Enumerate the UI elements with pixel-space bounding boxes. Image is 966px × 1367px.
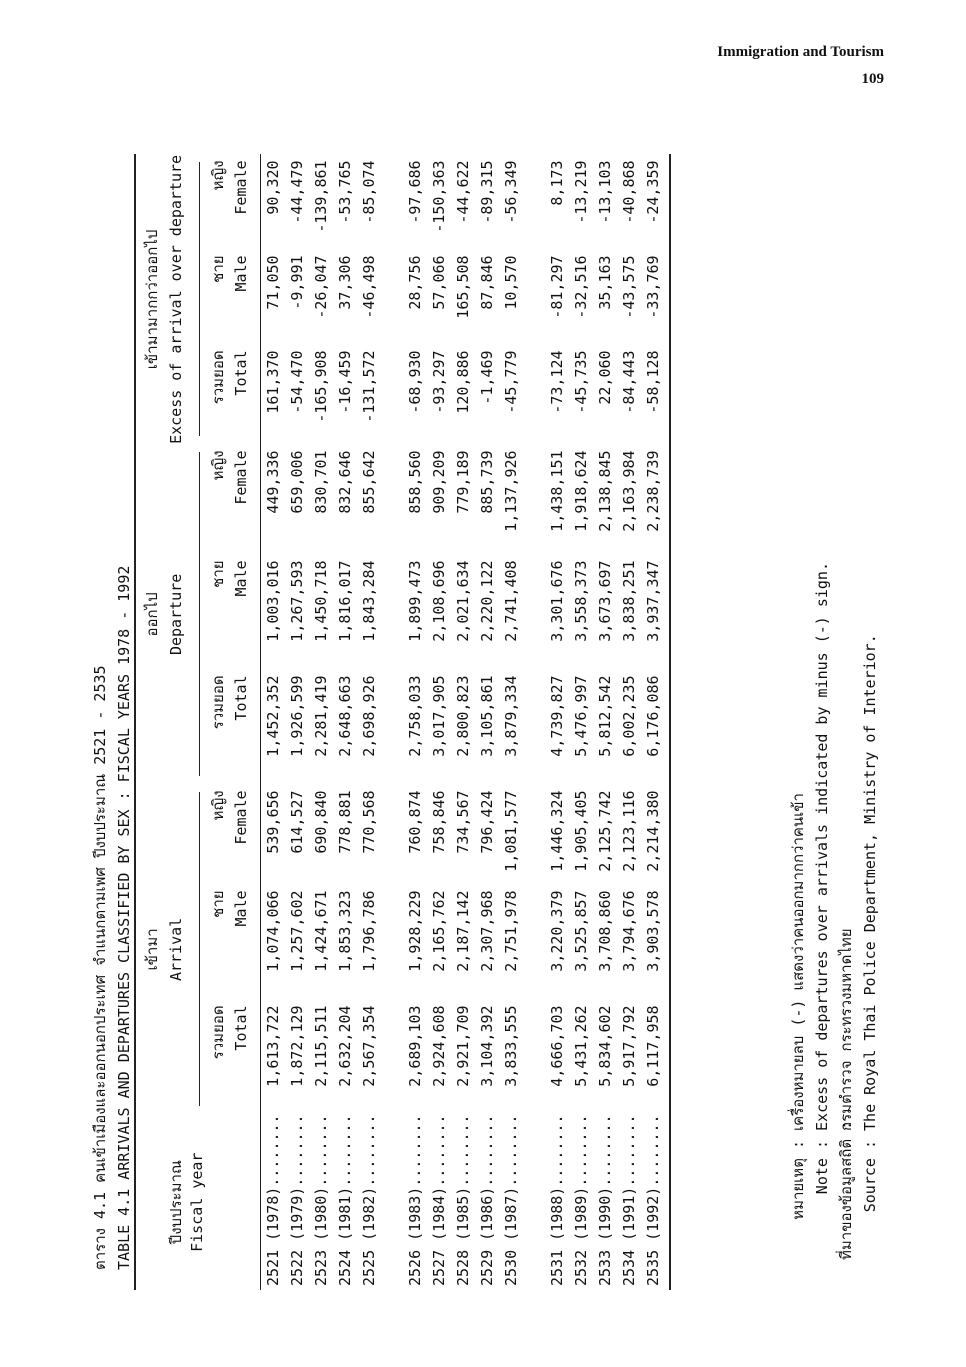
value-cell: 2,123,116 <box>620 790 638 872</box>
value-cell: 1,438,151 <box>548 450 566 532</box>
value-cell: 6,176,086 <box>644 675 662 757</box>
value-cell: 3,879,334 <box>502 675 520 757</box>
table-row <box>403 154 427 1290</box>
fiscal-year-cell: 2522 (1979)........ <box>288 1114 306 1286</box>
departure-header-en: Departure <box>167 573 185 656</box>
value-cell: 3,937,347 <box>644 560 662 642</box>
excess-header-th: เข้ามามากกว่าออกไป <box>143 229 161 370</box>
arrivals-departures-table <box>134 154 671 1290</box>
table-row <box>569 154 593 1290</box>
value-cell: 1,081,577 <box>502 790 520 872</box>
value-cell: 858,560 <box>406 450 424 514</box>
value-cell: 2,648,663 <box>336 675 354 757</box>
female-header-th: หญิง <box>209 790 227 821</box>
value-cell: 87,846 <box>478 255 496 310</box>
table-row <box>451 154 475 1290</box>
value-cell: 1,003,016 <box>264 560 282 642</box>
value-cell: 2,238,739 <box>644 450 662 532</box>
value-cell: -46,498 <box>360 255 378 319</box>
arrival-header-en: Arrival <box>167 917 185 982</box>
value-cell: 4,739,827 <box>548 675 566 757</box>
value-cell: -13,219 <box>572 160 590 224</box>
excess-header-en: Excess of arrival over departure <box>167 154 185 444</box>
value-cell: -45,779 <box>502 350 520 414</box>
rotated-table-block <box>70 120 930 1300</box>
value-cell: 3,220,379 <box>548 890 566 972</box>
value-cell: 71,050 <box>264 255 282 310</box>
table-body <box>261 154 666 1290</box>
source-thai: ที่มาของข้อมูลสถิติ : กรมตำรวจ กระทรวงมหาดไทย <box>837 928 855 1260</box>
value-cell: 1,267,593 <box>288 560 306 642</box>
value-cell: 2,632,204 <box>336 1005 354 1087</box>
value-cell: 3,017,905 <box>430 675 448 757</box>
fiscal-year-header-th: ปีงบประมาณ <box>167 1160 185 1245</box>
value-cell: -44,622 <box>454 160 472 224</box>
value-cell: 1,928,229 <box>406 890 424 972</box>
value-cell: 5,917,792 <box>620 1005 638 1087</box>
value-cell: 614,527 <box>288 790 306 854</box>
value-cell: 1,796,786 <box>360 890 378 972</box>
fiscal-year-cell: 2523 (1980)........ <box>312 1114 330 1286</box>
table-notes <box>786 562 882 1260</box>
value-cell: 3,105,861 <box>478 675 496 757</box>
value-cell: 2,125,742 <box>596 790 614 872</box>
value-cell: 3,525,857 <box>572 890 590 972</box>
value-cell: 3,708,860 <box>596 890 614 972</box>
value-cell: 855,642 <box>360 450 378 514</box>
table-row <box>641 154 665 1290</box>
value-cell: 2,800,823 <box>454 675 472 757</box>
value-cell: 2,567,354 <box>360 1005 378 1087</box>
table-row <box>261 154 286 1290</box>
fiscal-year-cell: 2534 (1991)........ <box>620 1114 638 1286</box>
value-cell: -131,572 <box>360 350 378 423</box>
value-cell: 539,656 <box>264 790 282 854</box>
total-header-en: Total <box>232 1005 250 1051</box>
value-cell: 1,613,722 <box>264 1005 282 1087</box>
value-cell: -32,516 <box>572 255 590 319</box>
source-english: Source : The Royal Thai Police Department, Ministry of Interior. <box>861 634 879 1213</box>
value-cell: 1,257,602 <box>288 890 306 972</box>
page-header <box>717 44 884 88</box>
value-cell: 1,452,352 <box>264 675 282 757</box>
value-cell: -139,861 <box>312 160 330 233</box>
value-cell: 1,918,624 <box>572 450 590 532</box>
fiscal-year-cell: 2535 (1992)........ <box>644 1114 662 1286</box>
value-cell: 2,698,926 <box>360 675 378 757</box>
value-cell: 734,567 <box>454 790 472 854</box>
male-header-th: ชาย <box>209 255 227 283</box>
value-cell: 909,209 <box>430 450 448 514</box>
value-cell: 770,568 <box>360 790 378 854</box>
value-cell: 2,281,419 <box>312 675 330 757</box>
value-cell: 779,189 <box>454 450 472 514</box>
female-header-en: Female <box>232 450 250 505</box>
value-cell: 690,840 <box>312 790 330 854</box>
value-cell: 37,306 <box>336 255 354 310</box>
value-cell: 1,424,671 <box>312 890 330 972</box>
fiscal-year-cell: 2533 (1990)........ <box>596 1114 614 1286</box>
value-cell: 2,741,408 <box>502 560 520 642</box>
value-cell: 760,874 <box>406 790 424 854</box>
caption-english: TABLE 4.1 ARRIVALS AND DEPARTURES CLASSIFIED BY SEX : FISCAL YEARS 1978 - 1992 <box>115 565 133 1270</box>
male-header-th: ชาย <box>209 560 227 588</box>
value-cell: 161,370 <box>264 350 282 414</box>
total-header-en: Total <box>232 675 250 721</box>
value-cell: -40,868 <box>620 160 638 224</box>
value-cell: -150,363 <box>430 160 448 233</box>
section-name: Immigration and Tourism <box>717 44 884 60</box>
value-cell: -89,315 <box>478 160 496 224</box>
value-cell: 778,881 <box>336 790 354 854</box>
value-cell: 5,812,542 <box>596 675 614 757</box>
value-cell: 3,838,251 <box>620 560 638 642</box>
fiscal-year-cell: 2527 (1984)........ <box>430 1114 448 1286</box>
table-row <box>499 154 523 1290</box>
fiscal-year-cell: 2526 (1983)........ <box>406 1114 424 1286</box>
male-header-th: ชาย <box>209 890 227 918</box>
value-cell: 2,021,634 <box>454 560 472 642</box>
value-cell: 1,926,599 <box>288 675 306 757</box>
value-cell: -13,103 <box>596 160 614 224</box>
value-cell: 1,872,129 <box>288 1005 306 1087</box>
departure-header-th: ออกไป <box>143 592 161 637</box>
value-cell: -53,765 <box>336 160 354 224</box>
value-cell: 4,666,703 <box>548 1005 566 1087</box>
fiscal-year-cell: 2525 (1982)........ <box>360 1114 378 1286</box>
page-number: 109 <box>861 71 884 87</box>
value-cell: 3,673,697 <box>596 560 614 642</box>
female-header-th: หญิง <box>209 450 227 481</box>
value-cell: 2,220,122 <box>478 560 496 642</box>
value-cell: 6,117,958 <box>644 1005 662 1087</box>
value-cell: 90,320 <box>264 160 282 215</box>
table-row <box>475 154 499 1290</box>
value-cell: 3,794,676 <box>620 890 638 972</box>
value-cell: -58,128 <box>644 350 662 414</box>
value-cell: 830,701 <box>312 450 330 514</box>
total-header-en: Total <box>232 350 250 396</box>
fiscal-year-cell: 2521 (1978)........ <box>264 1114 282 1286</box>
value-cell: -44,479 <box>288 160 306 224</box>
fiscal-year-cell: 2531 (1988)........ <box>548 1114 566 1286</box>
value-cell: 2,115,511 <box>312 1005 330 1087</box>
value-cell: -26,047 <box>312 255 330 319</box>
value-cell: -81,297 <box>548 255 566 319</box>
male-header-en: Male <box>232 255 250 292</box>
value-cell: -97,686 <box>406 160 424 224</box>
value-cell: 3,833,555 <box>502 1005 520 1087</box>
table-row <box>357 154 381 1290</box>
value-cell: 2,165,762 <box>430 890 448 972</box>
value-cell: 3,104,392 <box>478 1005 496 1087</box>
table-row <box>309 154 333 1290</box>
fiscal-year-cell: 2528 (1985)........ <box>454 1114 472 1286</box>
fiscal-year-header-en: Fiscal year <box>188 1152 206 1252</box>
value-cell: 1,446,324 <box>548 790 566 872</box>
fiscal-year-cell: 2532 (1989)........ <box>572 1114 590 1286</box>
fiscal-year-cell: 2529 (1986)........ <box>478 1114 496 1286</box>
value-cell: -43,575 <box>620 255 638 319</box>
value-cell: 1,899,473 <box>406 560 424 642</box>
value-cell: -9,991 <box>288 255 306 310</box>
table-row <box>545 154 569 1290</box>
table-row <box>333 154 357 1290</box>
table-row <box>593 154 617 1290</box>
male-header-en: Male <box>232 890 250 927</box>
value-cell: 2,108,696 <box>430 560 448 642</box>
value-cell: 35,163 <box>596 255 614 310</box>
value-cell: 6,002,235 <box>620 675 638 757</box>
table-row <box>617 154 641 1290</box>
value-cell: 2,163,984 <box>620 450 638 532</box>
table-row <box>427 154 451 1290</box>
arrival-header-th: เข้ามา <box>143 928 161 971</box>
total-header-th: รวมยอด <box>209 675 227 730</box>
value-cell: 659,006 <box>288 450 306 514</box>
value-cell: 1,450,718 <box>312 560 330 642</box>
value-cell: 1,843,284 <box>360 560 378 642</box>
female-header-th: หญิง <box>209 160 227 191</box>
value-cell: -24,359 <box>644 160 662 224</box>
value-cell: -56,349 <box>502 160 520 224</box>
caption-thai: ตาราง 4.1 คนเข้าเมืองและออกนอกประเทศ จำแนกตามเพศ ปีงบประมาณ 2521 - 2535 <box>91 665 109 1270</box>
value-cell: 3,301,676 <box>548 560 566 642</box>
value-cell: 5,834,602 <box>596 1005 614 1087</box>
value-cell: 1,816,017 <box>336 560 354 642</box>
value-cell: 3,558,373 <box>572 560 590 642</box>
value-cell: -73,124 <box>548 350 566 414</box>
value-cell: -84,443 <box>620 350 638 414</box>
note-thai: หมายเหตุ : เครื่องหมายลบ (-) แสดงว่าคนออกมากกว่าคนเข้า <box>789 793 807 1220</box>
value-cell: 885,739 <box>478 450 496 514</box>
fiscal-year-cell: 2530 (1987)........ <box>502 1114 520 1286</box>
value-cell: 2,187,142 <box>454 890 472 972</box>
value-cell: -1,469 <box>478 350 496 405</box>
value-cell: 1,137,926 <box>502 450 520 532</box>
value-cell: 758,846 <box>430 790 448 854</box>
value-cell: 1,853,323 <box>336 890 354 972</box>
table-caption <box>88 566 136 1270</box>
value-cell: -45,735 <box>572 350 590 414</box>
value-cell: 796,424 <box>478 790 496 854</box>
value-cell: 5,476,997 <box>572 675 590 757</box>
value-cell: 2,758,033 <box>406 675 424 757</box>
total-header-th: รวมยอด <box>209 350 227 405</box>
value-cell: 832,646 <box>336 450 354 514</box>
value-cell: 5,431,262 <box>572 1005 590 1087</box>
value-cell: -68,930 <box>406 350 424 414</box>
value-cell: 2,689,103 <box>406 1005 424 1087</box>
value-cell: 2,924,608 <box>430 1005 448 1087</box>
value-cell: -33,769 <box>644 255 662 319</box>
table-row <box>285 154 309 1290</box>
value-cell: -93,297 <box>430 350 448 414</box>
value-cell: 1,905,405 <box>572 790 590 872</box>
value-cell: 2,751,978 <box>502 890 520 972</box>
value-cell: 2,214,380 <box>644 790 662 872</box>
value-cell: 2,921,709 <box>454 1005 472 1087</box>
note-english: Note : Excess of departures over arrivals indicated by minus (-) sign. <box>813 562 831 1195</box>
value-cell: 120,886 <box>454 350 472 414</box>
total-header-th: รวมยอด <box>209 1005 227 1060</box>
value-cell: -54,470 <box>288 350 306 414</box>
value-cell: 22,060 <box>596 350 614 405</box>
value-cell: 10,570 <box>502 255 520 310</box>
value-cell: 3,903,578 <box>644 890 662 972</box>
value-cell: -16,459 <box>336 350 354 414</box>
value-cell: 28,756 <box>406 255 424 310</box>
value-cell: -165,908 <box>312 350 330 423</box>
fiscal-year-cell: 2524 (1981)........ <box>336 1114 354 1286</box>
value-cell: 8,173 <box>548 160 566 206</box>
value-cell: 2,307,968 <box>478 890 496 972</box>
female-header-en: Female <box>232 790 250 845</box>
value-cell: 57,066 <box>430 255 448 310</box>
value-cell: -85,074 <box>360 160 378 224</box>
male-header-en: Male <box>232 560 250 597</box>
female-header-en: Female <box>232 160 250 215</box>
value-cell: 449,336 <box>264 450 282 514</box>
value-cell: 165,508 <box>454 255 472 319</box>
value-cell: 2,138,845 <box>596 450 614 532</box>
value-cell: 1,074,066 <box>264 890 282 972</box>
